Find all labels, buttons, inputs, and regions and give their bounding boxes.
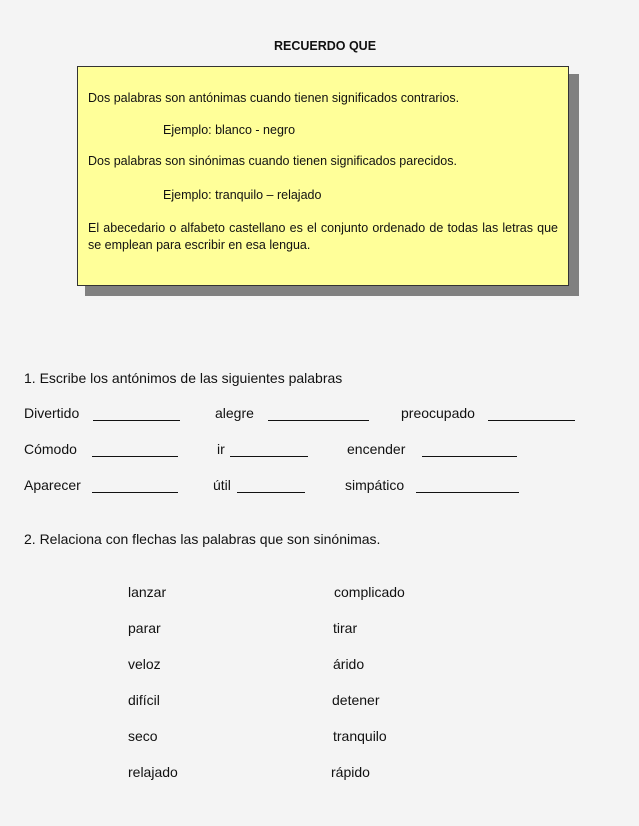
answer-line[interactable] (237, 492, 305, 493)
antonyms-example: Ejemplo: blanco - negro (163, 123, 296, 137)
answer-line[interactable] (268, 420, 369, 421)
answer-line[interactable] (92, 456, 178, 457)
exercise1-word: simpático (345, 477, 405, 493)
answer-line[interactable] (93, 420, 180, 421)
synonym-right-word[interactable]: árido (333, 656, 365, 672)
synonym-left-word[interactable]: parar (128, 620, 161, 636)
antonyms-definition: Dos palabras son antónimas cuando tienen significados contrarios. (88, 91, 460, 105)
synonym-right-word[interactable]: complicado (334, 584, 405, 600)
answer-line[interactable] (422, 456, 517, 457)
page-title: RECUERDO QUE (273, 39, 377, 53)
synonym-right-word[interactable]: detener (332, 692, 380, 708)
synonyms-definition: Dos palabras son sinónimas cuando tienen significados parecidos. (88, 154, 457, 168)
exercise1-word: Divertido (24, 405, 80, 421)
synonyms-example: Ejemplo: tranquilo – relajado (163, 188, 322, 202)
synonym-left-word[interactable]: relajado (128, 764, 178, 780)
answer-line[interactable] (488, 420, 575, 421)
answer-line[interactable] (92, 492, 178, 493)
exercise1-word: encender (347, 441, 406, 457)
exercise1-word: Aparecer (24, 477, 81, 493)
exercise1-word: Cómodo (24, 441, 77, 457)
exercise1-word: útil (213, 477, 231, 493)
answer-line[interactable] (416, 492, 519, 493)
synonym-left-word[interactable]: lanzar (128, 584, 167, 600)
synonym-right-word[interactable]: rápido (331, 764, 370, 780)
synonym-right-word[interactable]: tranquilo (333, 728, 387, 744)
alphabet-definition: El abecedario o alfabeto castellano es el conjunto ordenado de todas las letras que se emplean para escribir en esa lengua. (88, 221, 558, 252)
exercise1-word: ir (217, 441, 225, 457)
exercise1-word: preocupado (401, 405, 475, 421)
exercise2-title: 2. Relaciona con flechas las palabras que son sinónimas. (24, 531, 381, 547)
info-box (77, 66, 569, 286)
exercise1-word: alegre (215, 405, 254, 421)
answer-line[interactable] (230, 456, 308, 457)
synonym-right-word[interactable]: tirar (333, 620, 358, 636)
synonym-left-word[interactable]: veloz (128, 656, 161, 672)
synonym-left-word[interactable]: seco (128, 728, 158, 744)
exercise1-title: 1. Escribe los antónimos de las siguientes palabras (24, 370, 343, 386)
synonym-left-word[interactable]: difícil (128, 692, 160, 708)
